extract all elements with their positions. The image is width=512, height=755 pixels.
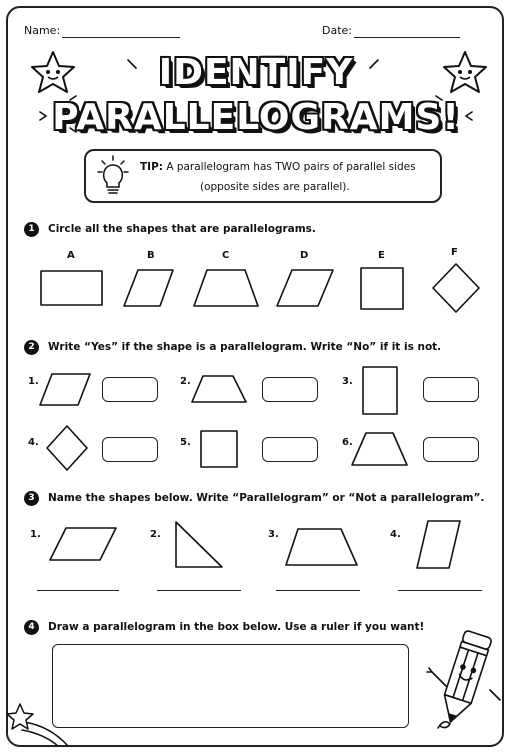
shape-label-b: B <box>147 250 155 261</box>
name-label: Name: <box>24 24 61 37</box>
question-number: 4 <box>24 620 39 635</box>
tip-text-1: A parallelogram has TWO pairs of parallel sides <box>166 161 416 173</box>
answer-line[interactable] <box>276 590 360 591</box>
answer-line[interactable] <box>398 590 482 591</box>
title-line-2: PARALLELOGRAMS! <box>52 97 460 138</box>
tip-label: TIP: <box>140 161 163 173</box>
item-number: 1. <box>28 376 39 387</box>
shape-parallelogram <box>50 528 116 560</box>
question-1-text: Circle all the shapes that are parallelograms. <box>48 223 316 235</box>
shape-label-c: C <box>222 250 230 261</box>
drawing-box[interactable] <box>52 644 409 728</box>
answer-line[interactable] <box>157 590 241 591</box>
question-number: 3 <box>24 491 39 506</box>
item-number: 4. <box>390 529 401 540</box>
shape-parallelogram <box>417 521 460 568</box>
question-number: 2 <box>24 340 39 355</box>
item-number: 3. <box>342 376 353 387</box>
title-line-1: IDENTIFY <box>158 52 354 93</box>
question-4-text: Draw a parallelogram in the box below. Use a ruler if you want! <box>48 621 425 633</box>
question-number: 1 <box>24 222 39 237</box>
tip-line-2: (opposite sides are parallel). <box>200 181 350 193</box>
shooting-star-icon <box>6 700 76 748</box>
shape-label-e: E <box>378 250 385 261</box>
shape-label-d: D <box>300 250 309 261</box>
item-number: 5. <box>180 437 191 448</box>
shape-label-a: A <box>67 250 75 261</box>
shape-label-f: F <box>451 247 458 258</box>
item-number: 1. <box>30 529 41 540</box>
item-number: 6. <box>342 437 353 448</box>
date-label: Date: <box>322 24 352 37</box>
item-number: 4. <box>28 437 39 448</box>
answer-line[interactable] <box>37 590 119 591</box>
question-2-text: Write “Yes” if the shape is a parallelogram. Write “No” if it is not. <box>48 341 442 353</box>
shape-right-triangle <box>176 522 222 567</box>
item-number: 3. <box>268 529 279 540</box>
item-number: 2. <box>180 376 191 387</box>
question-3-text: Name the shapes below. Write “Parallelogram” or “Not a parallelogram”. <box>48 492 485 504</box>
shape-trapezoid <box>286 529 357 565</box>
pencil-mascot-icon <box>424 628 504 732</box>
item-number: 2. <box>150 529 161 540</box>
